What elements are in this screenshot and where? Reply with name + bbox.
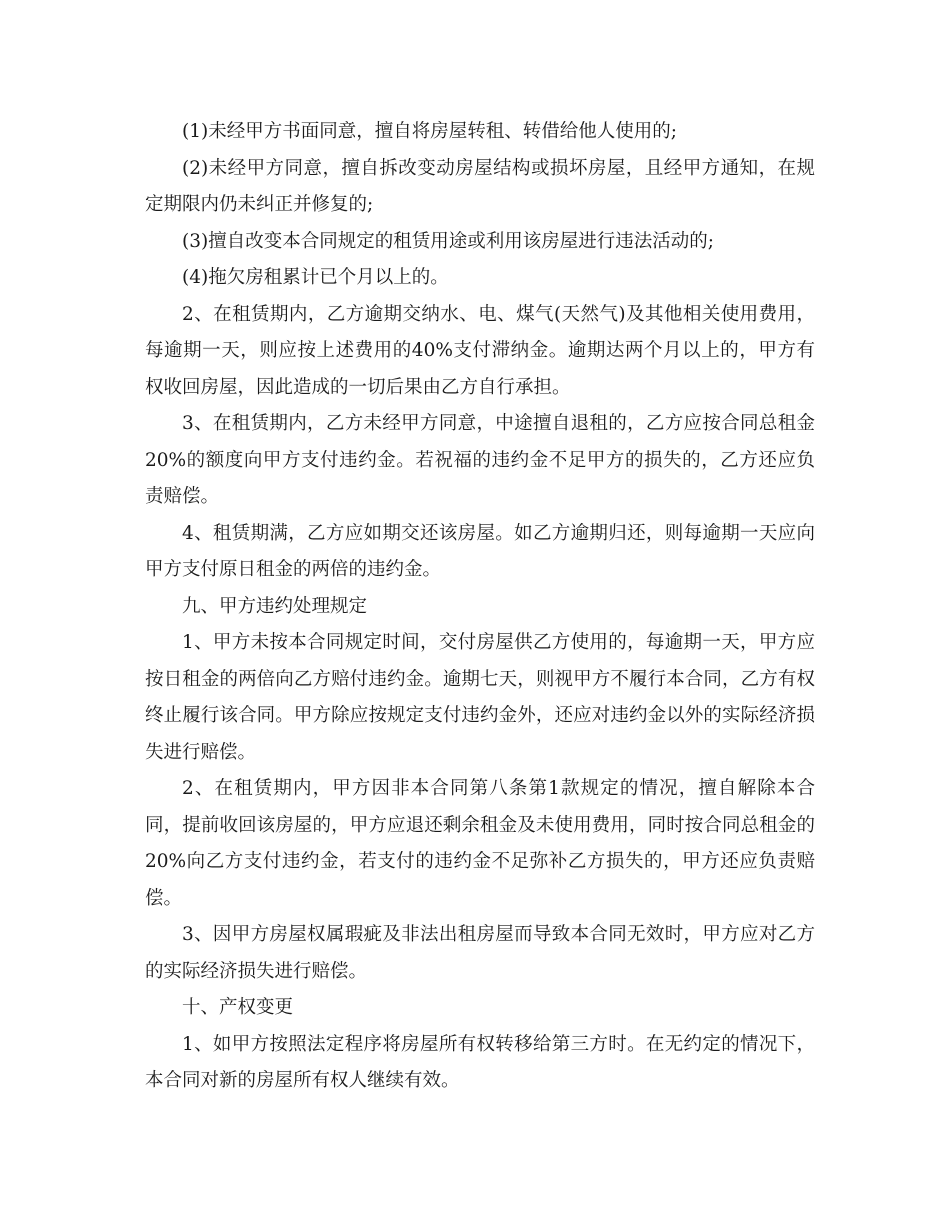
clause-item-1: (1)未经甲方书面同意，擅自将房屋转租、转借给他人使用的; xyxy=(182,121,677,142)
section-heading-ownership-change: 十、产权变更 xyxy=(182,997,294,1018)
clause-item-3: (3)擅自改变本合同规定的租赁用途或利用该房屋进行违法活动的; xyxy=(182,230,714,252)
clause-utility-fees: 2、在租赁期内，乙方逾期交纳水、电、煤气(天然气)及其他相关使用费用，每逾期一天，则应按上述费用的40%支付滞纳金。逾期达两个月以上的，甲方有权收回房屋，因此造成的一切后果由乙方自行承担。 xyxy=(145,303,815,398)
clause-title-defect: 3、因甲方房屋权属瑕疵及非法出租房屋而导致本合同无效时，甲方应对乙方的实际经济损失进行赔偿。 xyxy=(145,924,815,982)
clause-early-termination-landlord: 2、在租赁期内，甲方因非本合同第八条第1款规定的情况，擅自解除本合同，提前收回该房屋的，甲方应退还剩余租金及未使用费用，同时按合同总租金的20%向乙方支付违约金，若支付的违约金不足弥补乙方损失的，甲方还应负责赔偿。 xyxy=(145,778,815,909)
clause-late-delivery: 1、甲方未按本合同规定时间，交付房屋供乙方使用的，每逾期一天，甲方应按日租金的两倍向乙方赔付违约金。逾期七天，则视甲方不履行本合同，乙方有权终止履行该合同。甲方除应按规定支付违约金外，还应对违约金以外的实际经济损失进行赔偿。 xyxy=(145,632,815,763)
clause-early-termination-tenant: 3、在租赁期内，乙方未经甲方同意，中途擅自退租的，乙方应按合同总租金20%的额度向甲方支付违约金。若祝福的违约金不足甲方的损失的，乙方还应负责赔偿。 xyxy=(145,413,815,507)
clause-item-2: (2)未经甲方同意，擅自拆改变动房屋结构或损坏房屋，且经甲方通知，在规定期限内仍未纠正并修复的; xyxy=(145,157,815,215)
clause-item-4: (4)拖欠房租累计已个月以上的。 xyxy=(182,267,449,288)
document-body xyxy=(145,114,815,1100)
clause-lease-expiry: 4、租赁期满，乙方应如期交还该房屋。如乙方逾期归还，则每逾期一天应向甲方支付原日租金的两倍的违约金。 xyxy=(145,522,815,580)
clause-ownership-transfer: 1、如甲方按照法定程序将房屋所有权转移给第三方时。在无约定的情况下，本合同对新的房屋所有权人继续有效。 xyxy=(145,1033,815,1091)
section-heading-landlord-breach: 九、甲方违约处理规定 xyxy=(182,595,368,617)
